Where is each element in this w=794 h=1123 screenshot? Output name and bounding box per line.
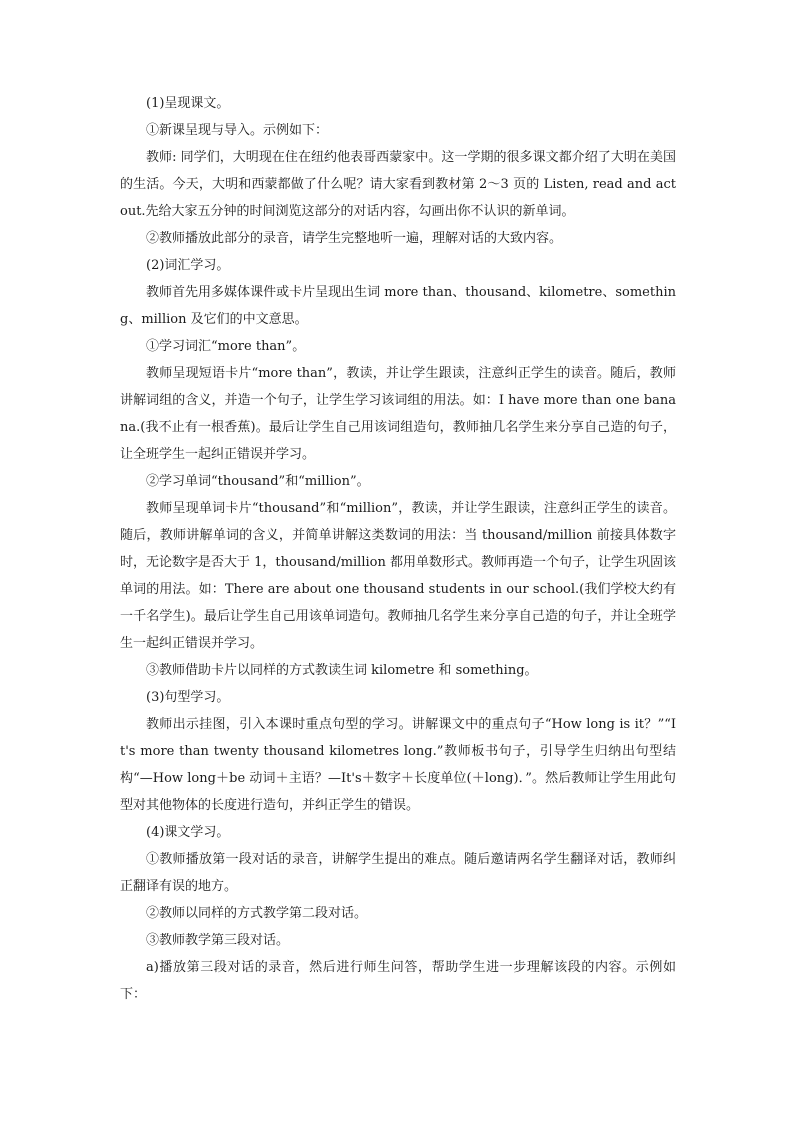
paragraph-dialogue-three: ③教师教学第三段对话。 [146, 933, 290, 948]
paragraph-vocabulary-intro: 教师首先用多媒体课件或卡片呈现出生词 more than、thousand、kilometre、something、million 及它们的中文意思。 [120, 285, 676, 327]
paragraph-teacher-intro: 教师: 同学们，大明现在住在纽约他表哥西蒙家中。这一学期的很多课文都介绍了大明在美国的生活。今天，大明和西蒙都做了什么呢？请大家看到教材第 2～3 页的 Listen, read and act out.先给大家五分钟的时间浏览这部分的对话内容，勾画出你不认识的新单词。 [120, 150, 676, 219]
step-heading-intro: ①新课呈现与导入。示例如下： [146, 123, 329, 138]
section-heading-sentence-pattern: (3)句型学习。 [146, 690, 230, 705]
paragraph-sentence-pattern: 教师出示挂图，引入本课时重点句型的学习。讲解课文中的重点句子“How long is it？”“It's more than twenty thousand kilometres long.”教师板书句子，引导学生归纳出句型结构“—How long＋be 动词＋主语？—It's＋数字＋长度单位(＋long)．”。然后教师让学生用此句型对其他物体的长度进行造句，并纠正学生的错误。 [120, 717, 676, 813]
section-heading-text-learning: (4)课文学习。 [146, 825, 230, 840]
step-heading-play-recording: ②教师播放此部分的录音，请学生完整地听一遍，理解对话的大致内容。 [146, 231, 563, 246]
paragraph-dialogue-one: ①教师播放第一段对话的录音，讲解学生提出的难点。随后邀请两名学生翻译对话，教师纠正翻译有误的地方。 [120, 852, 676, 894]
section-heading-vocabulary: (2)词汇学习。 [146, 258, 230, 273]
paragraph-dialogue-three-a: a)播放第三段对话的录音，然后进行师生问答，帮助学生进一步理解该段的内容。示例如下： [120, 960, 676, 1002]
step-heading-more-than: ①学习词汇“more than”。 [146, 339, 306, 354]
step-heading-thousand-million: ②学习单词“thousand”和“million”。 [146, 474, 370, 489]
section-heading-present-text: (1)呈现课文。 [146, 96, 230, 111]
paragraph-more-than: 教师呈现短语卡片“more than”，教读，并让学生跟读，注意纠正学生的读音。随后，教师讲解词组的含义，并造一个句子，让学生学习该词组的用法。如：I have more than one banana.(我不止有一根香蕉)。最后让学生自己用该词组造句，教师抽几名学生来分享自己造的句子，让全班学生一起纠正错误并学习。 [120, 366, 676, 462]
document-body [120, 90, 676, 1008]
paragraph-dialogue-two: ②教师以同样的方式教学第二段对话。 [146, 906, 368, 921]
paragraph-thousand-million: 教师呈现单词卡片“thousand”和“million”，教读，并让学生跟读，注意纠正学生的读音。随后，教师讲解单词的含义，并简单讲解这类数词的用法：当 thousand/million 前接具体数字时，无论数字是否大于 1，thousand/million 都用单数形式。教师再造一个句子，让学生巩固该单词的用法。如：There are about one thousand students in our school.(我们学校大约有一千名学生)。最后让学生自己用该单词造句。教师抽几名学生来分享自己造的句子，并让全班学生一起纠正错误并学习。 [120, 501, 676, 651]
step-heading-kilometre-something: ③教师借助卡片以同样的方式教读生词 kilometre 和 something。 [146, 663, 538, 678]
